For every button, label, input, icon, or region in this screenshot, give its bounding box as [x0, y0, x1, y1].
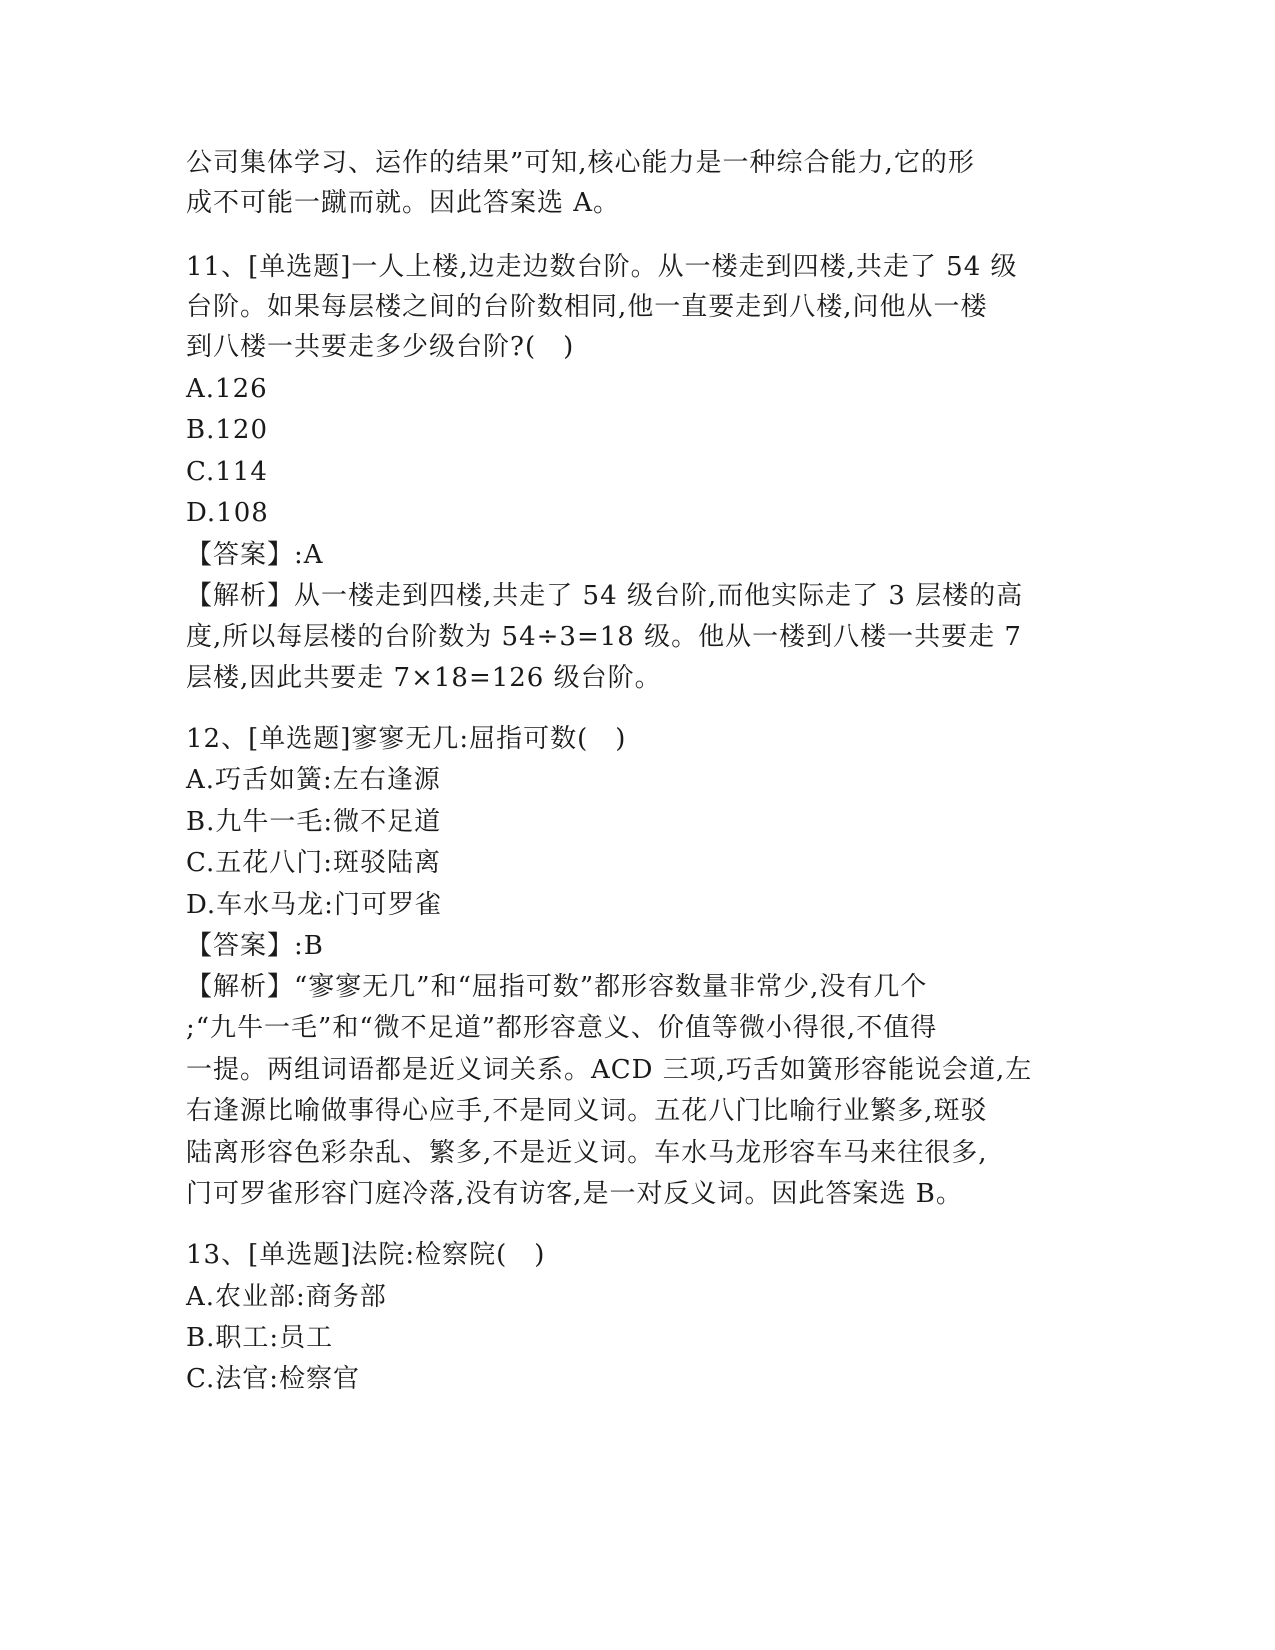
q11-analysis-line: 度,所以每层楼的台阶数为 54÷3=18 级。他从一楼到八楼一共要走 7 — [186, 622, 1022, 652]
q12-answer: 【答案】:B — [186, 931, 324, 961]
q13-option-b: B.职工:员工 — [186, 1323, 334, 1353]
q11-option-c: C.114 — [186, 457, 268, 487]
intro-line: 公司集体学习、运作的结果”可知,核心能力是一种综合能力,它的形 — [186, 148, 975, 178]
q11-stem-line: 台阶。如果每层楼之间的台阶数相同,他一直要走到八楼,问他从一楼 — [186, 292, 988, 322]
q12-option-d: D.车水马龙:门可罗雀 — [186, 890, 442, 920]
q12-analysis-line: 右逢源比喻做事得心应手,不是同义词。五花八门比喻行业繁多,斑驳 — [186, 1096, 988, 1126]
q13-option-a: A.农业部:商务部 — [186, 1282, 387, 1312]
q13-option-c: C.法官:检察官 — [186, 1364, 360, 1394]
q11-analysis-line: 【解析】从一楼走到四楼,共走了 54 级台阶,而他实际走了 3 层楼的高 — [186, 581, 1024, 611]
q12-option-c: C.五花八门:斑驳陆离 — [186, 848, 441, 878]
q13-stem-line: 13、[单选题]法院:检察院( ) — [186, 1240, 546, 1270]
q12-option-b: B.九牛一毛:微不足道 — [186, 807, 442, 837]
q12-analysis-line: 门可罗雀形容门庭冷落,没有访客,是一对反义词。因此答案选 B。 — [186, 1179, 963, 1209]
q11-stem-line: 到八楼一共要走多少级台阶?( ) — [186, 332, 575, 362]
intro-line: 成不可能一蹴而就。因此答案选 A。 — [186, 188, 621, 218]
q12-stem-line: 12、[单选题]寥寥无几:屈指可数( ) — [186, 724, 627, 754]
q11-option-d: D.108 — [186, 498, 269, 528]
q11-option-a: A.126 — [186, 374, 268, 404]
q11-stem-line: 11、[单选题]一人上楼,边走边数台阶。从一楼走到四楼,共走了 54 级 — [186, 252, 1018, 282]
q12-analysis-line: 【解析】“寥寥无几”和“屈指可数”都形容数量非常少,没有几个 — [186, 972, 928, 1002]
q11-analysis-line: 层楼,因此共要走 7×18=126 级台阶。 — [186, 663, 662, 693]
q12-analysis-line: ;“九牛一毛”和“微不足道”都形容意义、价值等微小得很,不值得 — [186, 1013, 938, 1043]
q12-option-a: A.巧舌如簧:左右逢源 — [186, 765, 441, 795]
q11-answer: 【答案】:A — [186, 540, 324, 570]
q11-option-b: B.120 — [186, 415, 268, 445]
q12-analysis-line: 一提。两组词语都是近义词关系。ACD 三项,巧舌如簧形容能说会道,左 — [186, 1055, 1033, 1085]
q12-analysis-line: 陆离形容色彩杂乱、繁多,不是近义词。车水马龙形容车马来往很多, — [186, 1138, 988, 1168]
